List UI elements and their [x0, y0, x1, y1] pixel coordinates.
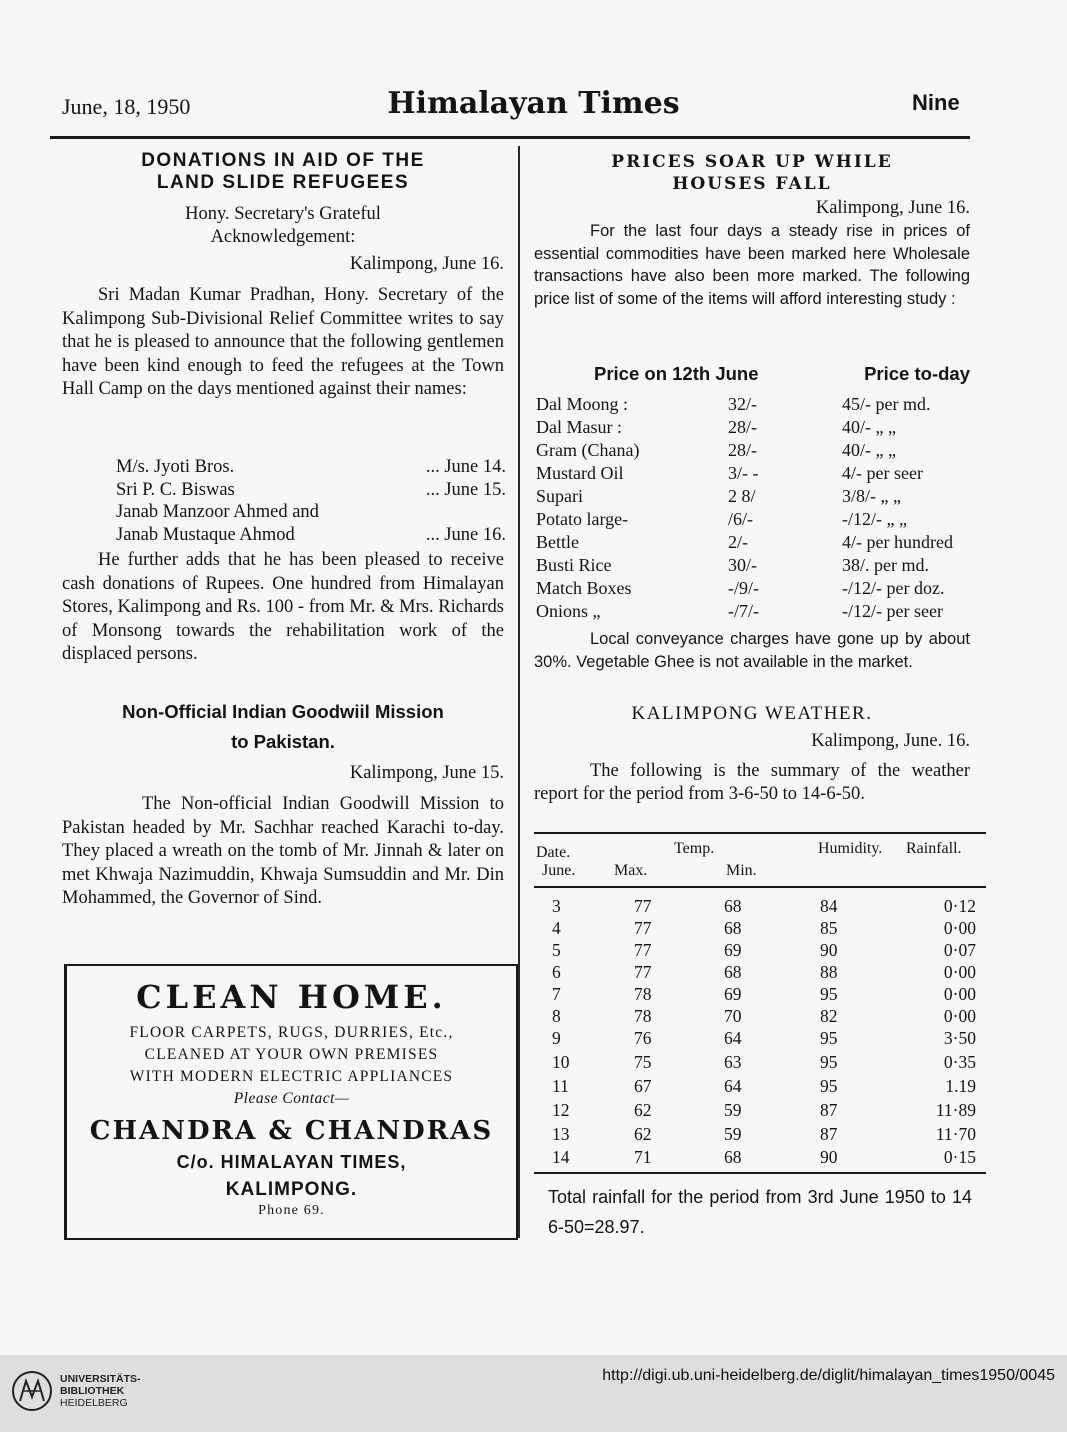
weather-humidity: 90	[820, 1147, 838, 1167]
weather-humidity: 84	[820, 896, 838, 916]
price-row	[536, 509, 976, 532]
price-new: -/12/- per doz.	[842, 578, 945, 598]
price-new: 4/- per hundred	[842, 532, 953, 552]
weather-date: 13	[552, 1124, 570, 1144]
price-old: 2 8/	[728, 486, 756, 506]
weather-paragraph: The following is the summary of the weather report for the period from 3-6-50 to 14-6-50.	[534, 761, 970, 804]
donor-row	[116, 456, 506, 479]
price-old: 2/-	[728, 532, 748, 552]
clean-home-advert	[64, 964, 518, 1240]
weather-row	[534, 896, 986, 917]
price-old: 32/-	[728, 394, 757, 414]
weather-heading: KALIMPONG WEATHER.	[631, 703, 873, 724]
weather-rainfall: 1.19	[945, 1076, 976, 1096]
price-new: -/12/- „ „	[842, 509, 907, 529]
page-number: Nine	[912, 90, 960, 115]
price-row	[536, 601, 976, 624]
advert-firm: CHANDRA & CHANDRAS	[89, 1116, 494, 1146]
weather-max: 78	[634, 1006, 652, 1026]
price-old: -/9/-	[728, 578, 759, 598]
price-old: 28/-	[728, 417, 757, 437]
donations-paragraph-2: He further adds that he has been pleased to receive cash donations of Rupees. One hundred from Himalayan Stores, Kalimpong and Rs. 100 - from Mr. & Mrs. Richards of Monsong towards the rehabilitation work of the displaced persons.	[62, 550, 504, 664]
weather-min: 59	[724, 1124, 742, 1144]
weather-date: 8	[552, 1006, 561, 1026]
weather-min: 69	[724, 984, 742, 1004]
weather-col-humidity: Humidity.	[818, 840, 883, 857]
weather-col-rainfall: Rainfall.	[906, 840, 962, 857]
price-col-old: Price on 12th June	[594, 363, 759, 384]
weather-humidity: 85	[820, 918, 838, 938]
weather-min: 68	[724, 918, 742, 938]
prices-paragraph: For the last four days a steady rise in prices of essential commodities have been marked here Wholesale transactions have also been more marked. The following price list of some of the items will afford interesting study :	[534, 222, 970, 309]
weather-rainfall: 0·15	[943, 1147, 976, 1167]
issue-date: June, 18, 1950	[62, 94, 191, 119]
price-item: Match Boxes	[536, 578, 632, 598]
prices-heading-line1: PRICES SOAR UP WHILE	[611, 152, 893, 172]
weather-rainfall: 0·07	[943, 940, 976, 960]
mission-paragraph: The Non-official Indian Goodwill Mission to Pakistan headed by Mr. Sachhar reached Karachi to-day. They placed a wreath on the tomb of Mr. Jinnah & later on met Khwaja Nazimuddin, Khwaja Sumsuddin and Mr. Din Mohammed, the Governor of Sind.	[62, 794, 504, 908]
price-new: 3/8/- „ „	[842, 486, 901, 506]
advert-line-2: CLEANED AT YOUR OWN PREMISES	[144, 1046, 439, 1063]
donor-name: M/s. Jyoti Bros.	[116, 457, 235, 477]
weather-humidity: 82	[820, 1006, 838, 1026]
weather-date: 11	[552, 1076, 569, 1096]
price-table-header	[594, 363, 970, 385]
weather-row	[534, 962, 986, 983]
price-item: Dal Moong :	[536, 394, 628, 414]
price-old: -/7/-	[728, 601, 759, 621]
weather-max: 77	[634, 896, 652, 916]
donor-name: Sri P. C. Biswas	[116, 479, 235, 500]
weather-row	[534, 984, 986, 1005]
weather-min: 68	[724, 962, 742, 982]
price-item: Potato large-	[536, 509, 629, 529]
weather-col-min: Min.	[726, 862, 757, 879]
weather-date: 9	[552, 1028, 561, 1048]
weather-row	[534, 1052, 986, 1073]
donations-paragraph-1: Sri Madan Kumar Pradhan, Hony. Secretary of the Kalimpong Sub-Divisional Relief Committee writes to say that he is pleased to announce that the following gentlemen have been kind enough to feed the refugees at the Town Hall Camp on the days mentioned against their names:	[62, 285, 504, 399]
weather-table-bottom-rule	[534, 1172, 986, 1174]
weather-table-header-rule	[534, 886, 986, 888]
price-item: Dal Masur :	[536, 417, 622, 437]
library-name-line2: BIBLIOTHEK	[60, 1385, 125, 1397]
weather-date: 4	[552, 918, 561, 938]
advert-line-3: WITH MODERN ELECTRIC APPLIANCES	[129, 1068, 454, 1085]
weather-max: 77	[634, 962, 652, 982]
donor-name: Janab Mustaque Ahmod	[116, 524, 295, 545]
weather-col-temp: Temp.	[674, 840, 715, 857]
weather-date: 14	[552, 1147, 570, 1167]
weather-max: 75	[634, 1052, 652, 1072]
weather-max: 77	[634, 918, 652, 938]
university-library-logo-icon	[10, 1369, 54, 1413]
price-row	[536, 463, 976, 486]
weather-max: 62	[634, 1124, 652, 1144]
weather-rainfall: 0·00	[943, 962, 976, 982]
donor-name: Janab Manzoor Ahmed and	[116, 502, 319, 522]
library-name-line1: UNIVERSITÄTS-	[60, 1373, 141, 1385]
weather-row	[534, 1124, 986, 1145]
price-col-new: Price to-day	[864, 363, 970, 384]
price-old: 3/- -	[728, 463, 759, 483]
weather-date: 10	[552, 1052, 570, 1072]
weather-max: 76	[634, 1028, 652, 1048]
weather-min: 64	[724, 1028, 742, 1048]
library-footer	[0, 1355, 1067, 1432]
weather-humidity: 87	[820, 1124, 838, 1144]
weather-min: 64	[724, 1076, 742, 1096]
weather-rainfall: 11·70	[935, 1124, 976, 1144]
price-row	[536, 440, 976, 463]
mission-heading-line1: Non-Official Indian Goodwiil Mission	[122, 701, 444, 722]
advert-phone: Phone 69.	[258, 1203, 325, 1218]
donor-list	[116, 456, 506, 546]
price-new: 38/. per md.	[842, 555, 929, 575]
prices-heading-line2: HOUSES FALL	[672, 174, 832, 194]
weather-rainfall: 0·00	[943, 984, 976, 1004]
donations-dateline: Kalimpong, June 16.	[349, 254, 504, 274]
weather-rainfall: 11·89	[935, 1100, 976, 1120]
column-divider	[518, 146, 520, 1238]
price-new: 40/- „ „	[842, 440, 896, 460]
weather-date: 7	[552, 984, 561, 1004]
price-new: 40/- „ „	[842, 417, 896, 437]
advert-line-1: FLOOR CARPETS, RUGS, DURRIES, Etc.,	[129, 1024, 454, 1041]
weather-min: 59	[724, 1100, 742, 1120]
price-row	[536, 555, 976, 578]
weather-rainfall: 0·35	[943, 1052, 976, 1072]
weather-humidity: 95	[820, 1028, 838, 1048]
mission-dateline: Kalimpong, June 15.	[349, 763, 504, 783]
weather-humidity: 95	[820, 1076, 838, 1096]
weather-row	[534, 1147, 986, 1168]
donations-subheading-line1: Hony. Secretary's Grateful	[185, 204, 381, 224]
weather-max: 67	[634, 1076, 652, 1096]
weather-humidity: 88	[820, 962, 838, 982]
weather-row	[534, 1076, 986, 1097]
weather-total-rainfall: Total rainfall for the period from 3rd June 1950 to 14 6-50=28.97.	[548, 1187, 972, 1237]
donor-date: ... June 16.	[425, 524, 506, 545]
mission-heading-line2: to Pakistan.	[231, 731, 335, 752]
donor-row	[116, 479, 506, 502]
weather-max: 77	[634, 940, 652, 960]
weather-rainfall: 0·00	[943, 918, 976, 938]
donor-date: ... June 15.	[425, 479, 506, 500]
weather-col-date: Date.	[536, 844, 571, 861]
price-old: 28/-	[728, 440, 757, 460]
price-item: Bettle	[536, 532, 579, 552]
advert-care-of: C/o. HIMALAYAN TIMES,	[176, 1152, 407, 1172]
price-item: Supari	[536, 486, 583, 506]
advert-contact: Please Contact—	[233, 1090, 350, 1107]
weather-row	[534, 1006, 986, 1027]
price-item: Mustard Oil	[536, 463, 624, 483]
prices-closing-paragraph: Local conveyance charges have gone up by about 30%. Vegetable Ghee is not available in the market.	[534, 630, 970, 671]
weather-max: 62	[634, 1100, 652, 1120]
newspaper-title: Himalayan Times	[387, 86, 680, 121]
weather-row	[534, 1028, 986, 1049]
price-row	[536, 486, 976, 509]
library-name	[60, 1373, 141, 1409]
price-new: 4/- per seer	[842, 463, 923, 483]
weather-row	[534, 940, 986, 961]
source-url-link[interactable]: http://digi.ub.uni-heidelberg.de/diglit/himalayan_times1950/0045	[602, 1367, 1055, 1384]
weather-row	[534, 918, 986, 939]
weather-max: 78	[634, 984, 652, 1004]
masthead-rule	[50, 136, 970, 139]
donor-date: ... June 14.	[425, 457, 506, 477]
weather-humidity: 90	[820, 940, 838, 960]
weather-table-top-rule	[534, 832, 986, 834]
weather-rainfall: 0·00	[943, 1006, 976, 1026]
weather-min: 68	[724, 1147, 742, 1167]
weather-humidity: 87	[820, 1100, 838, 1120]
donor-row	[116, 524, 506, 547]
weather-date: 3	[552, 896, 561, 916]
price-row	[536, 532, 976, 555]
prices-dateline: Kalimpong, June 16.	[815, 198, 970, 218]
donations-subheading-line2: Acknowledgement:	[210, 227, 356, 247]
weather-humidity: 95	[820, 1052, 838, 1072]
donor-row	[116, 501, 506, 524]
weather-min: 68	[724, 896, 742, 916]
price-item: Onions „	[536, 601, 601, 621]
weather-min: 70	[724, 1006, 742, 1026]
weather-date: 5	[552, 940, 561, 960]
weather-dateline: Kalimpong, June. 16.	[811, 731, 970, 751]
weather-min: 63	[724, 1052, 742, 1072]
weather-max: 71	[634, 1147, 652, 1167]
advert-town: KALIMPONG.	[225, 1179, 358, 1200]
weather-date: 12	[552, 1100, 570, 1120]
donations-heading-line2: LAND SLIDE REFUGEES	[156, 172, 410, 193]
weather-col-june: June.	[542, 862, 576, 879]
weather-col-max: Max.	[614, 862, 648, 879]
price-item: Gram (Chana)	[536, 440, 640, 460]
weather-rainfall: 0·12	[943, 896, 976, 916]
weather-rainfall: 3·50	[943, 1028, 976, 1048]
price-new: -/12/- per seer	[842, 601, 943, 621]
library-name-line3: HEIDELBERG	[60, 1397, 128, 1409]
weather-humidity: 95	[820, 984, 838, 1004]
donations-heading-line1: DONATIONS IN AID OF THE	[141, 150, 425, 171]
weather-row	[534, 1100, 986, 1121]
price-old: /6/-	[728, 509, 753, 529]
advert-title: CLEAN HOME.	[136, 978, 447, 1016]
price-old: 30/-	[728, 555, 757, 575]
price-new: 45/- per md.	[842, 394, 931, 414]
price-row	[536, 417, 976, 440]
price-item: Busti Rice	[536, 555, 612, 575]
price-row	[536, 578, 976, 601]
weather-date: 6	[552, 962, 561, 982]
price-row	[536, 394, 976, 417]
weather-min: 69	[724, 940, 742, 960]
